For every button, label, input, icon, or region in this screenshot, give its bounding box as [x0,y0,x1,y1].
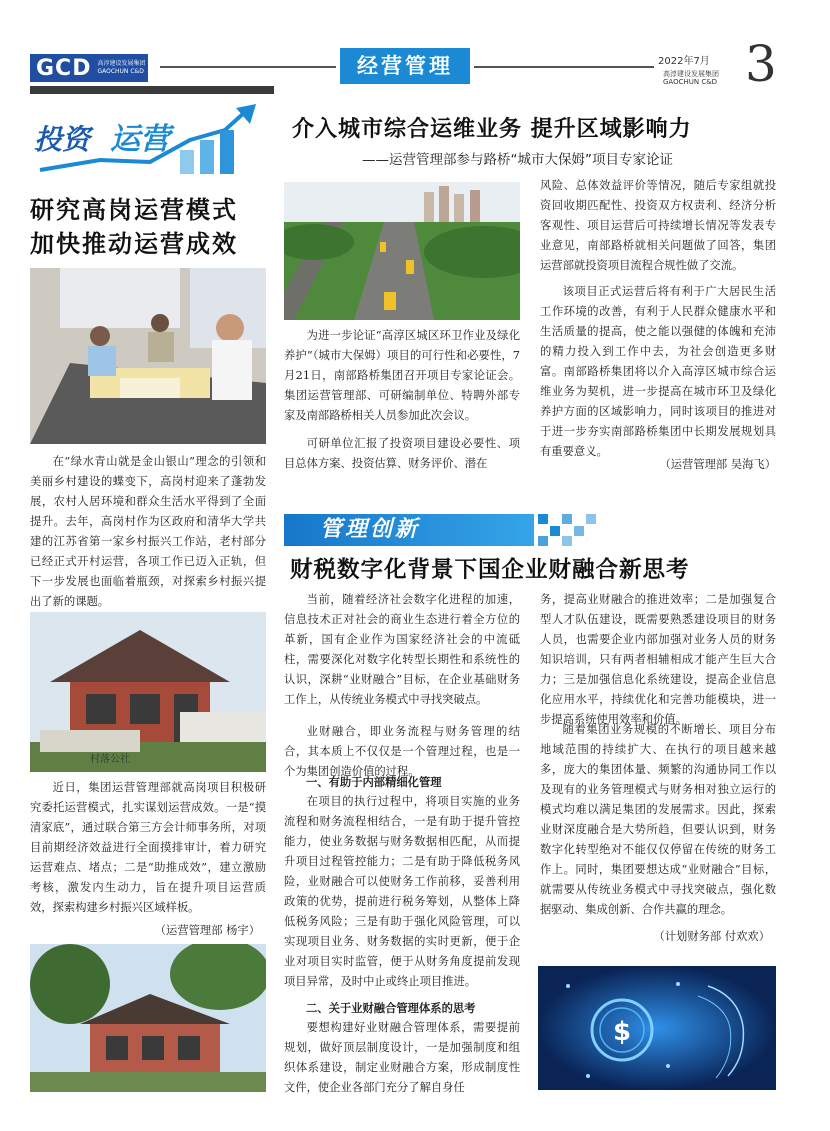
article2-byline: （计划财务部 付欢欢） [653,930,770,943]
logo-sub-cn: 高淳建设发展集团 [97,60,146,67]
article1-title: 介入城市综合运维业务 提升区域影响力 [292,117,692,142]
header-bar [30,86,274,94]
article1-col2-para1: 风险、总体效益评价等情况，随后专家组就投资回收期匹配性、投资双方权责利、经济分析客观性、项目运营后可持续增长情况等发表专业意见，南部路桥就相关问题做了回答，集团运营部就投资项目流程合规性做了交流。 [540,179,776,272]
header-rule-right [474,66,654,68]
management-innovation-banner: 管理创新 [284,514,534,546]
article1-byline: （运营管理部 吴海飞） [659,458,776,471]
article2-col2-para2: 随着集团业务规模的不断增长、项目分布地域范围的持续扩大、在执行的项目越来越多，庞大的集团体量、频繁的沟通协同工作以及现有的业务管理模式与财务相对独立运行的模式均难以满足集团的发展需求。因此，探索业财深度融合是大势所趋，但要认识到，财务数字化转型绝对不能仅仅停留在传统的财务工作上。同时，集团要想达成“业财融合”目标，就需要从传统业务模式中寻找突破点，强化数据驱动、集成创新、合作共赢的理念。 [540,723,776,916]
village-building-photo [30,612,266,772]
banner-pixel-decoration [538,514,608,546]
logo-text: GCD [36,55,92,81]
issue-date: 2022年7月 [658,56,710,67]
left-para-2: 近日，集团运营管理部就高岗项目积极研究委托运营模式，扎实谋划运营成效。一是“摸清家底”，通过联合第三方会计师事务所，对项目前期经济效益进行全面摸排审计，着力研究运营难点、堵点；二是“助推成效”，建立激励考核，激发内生动力，旨在提升项目运营质效，探索构建乡村振兴区域样板。 [30,781,266,914]
article2-col1-para4: 要想构建好业财融合管理体系，需要提前规划，做好顶层制度设计，一是加强制度和组织体系建设，制定业财融合方案，形成制度性文件，使企业各部门充分了解自身任 [284,1021,520,1094]
meeting-photo [30,268,266,444]
article2-col1-para1: 当前，随着经济社会数字化进程的加速，信息技术正对社会的商业生态进行着全方位的革新，国有企业作为国家经济社会的中流砥柱，需要深化对数字化转型长期性和系统性的认识，深耕“业财融合”目标，在企业基础财务工作上，从传统业务模式中寻找突破点。 [284,593,520,706]
article1-col1-para1: 为进一步论证“高淳区城区环卫作业及绿化养护”（城市大保姆）项目的可行性和必要性，7月21日，南部路桥集团召开项目专家论证会。集团运营管理部、可研编制单位、特聘外部专家及南部路桥相关人员参加此次会议。 [284,329,520,422]
page-number: 3 [745,35,777,93]
article2-subheading-2: 二、关于业财融合管理体系的思考 [306,1001,476,1015]
logo-sub-en: GAOCHUN C&D [97,68,144,75]
column-label-operate: 运营 [110,122,170,157]
article2-col1-para2: 业财融合，即业务流程与财务管理的结合，其本质上不仅仅是一个管理过程，也是一个为集团创造价值的过程。 [284,725,520,778]
article1-col1-para2: 可研单位汇报了投资项目建设必要性、项目总体方案、投资估算、财务评价、潜在 [284,437,520,470]
header-rule-left [160,66,336,68]
left-headline-line1: 研究高岗运营模式 [30,196,238,224]
group-logo [30,54,148,82]
village-sign-text: 村落公社 [90,754,130,765]
section-title: 经营管理 [340,48,470,84]
digital-finance-illustration [538,966,776,1090]
courtyard-photo [30,944,266,1092]
article1-subtitle: ——运营管理部参与路桥“城市大保姆”项目专家论证 [362,152,673,168]
header-org-cn: 高淳建设发展集团 [663,70,719,78]
dollar-icon: $ [612,1017,632,1047]
left-headline-line2: 加快推动运营成效 [30,230,238,258]
road-photo [284,182,520,320]
article2-subheading-1: 一、有助于内部精细化管理 [306,775,442,789]
article2-col1-para3: 在项目的执行过程中，将项目实施的业务流程和财务流程相结合，一是有助于提升管控能力，使业务数据与财务数据相匹配，从而提升项目过程管控能力；二是有助于降低税务风险，业财融合可以使财务工作前移，妥善利用政策的优势，提前进行税务筹划，从整体上降低税务风险；三是有助于强化风险管理，可以实现项目业务、财务数据的实时更新，便于企业对项目实时监管，便于从财务角度提前发现项目异常，及时中止或终止项目推进。 [284,795,520,988]
left-para-1: 在“绿水青山就是金山银山”理念的引领和美丽乡村建设的蝶变下，高岗村迎来了蓬勃发展，农村人居环境和群众生活水平得到了全面提升。去年，高岗村作为区政府和清华大学共建的江苏省第一家乡村振兴工作站，老村部分已经正式开村运营，各项工作已迈入正轨，但下一步发展也面临着瓶颈，对探索乡村振兴提出了新的课题。 [30,455,266,608]
article2-col2-para1: 务，提高业财融合的推进效率；二是加强复合型人才队伍建设，既需要熟悉建设项目的财务人员，也需要企业内部加强对业务人员的财务知识培训，只有两者相辅相成才能产生巨大合力；三是加强信息化系统建设，提高企业信息化应用水平，持续优化和完善功能模块，进一步提高系统使用效率和价值。 [540,593,776,726]
article2-title: 财税数字化背景下国企业财融合新思考 [290,557,690,583]
left-byline: （运营管理部 杨宇） [154,924,260,937]
column-label-invest: 投资 [34,123,91,156]
header-org-en: GAOCHUN C&D [663,78,718,86]
article1-col2-para2: 该项目正式运营后将有利于广大居民生活工作环境的改善，有利于人民群众健康水平和生活质量的提高，使之能以强健的体魄和充沛的精力投入到工作中去，为社会创造更多财富。南部路桥集团将以介入高淳区城市综合运维业务为契机，进一步提高在城市环卫及绿化养护方面的区域影响力，同时该项目的推进对于进一步夯实南部路桥集团中长期发展规划具有重要意义。 [540,285,776,458]
